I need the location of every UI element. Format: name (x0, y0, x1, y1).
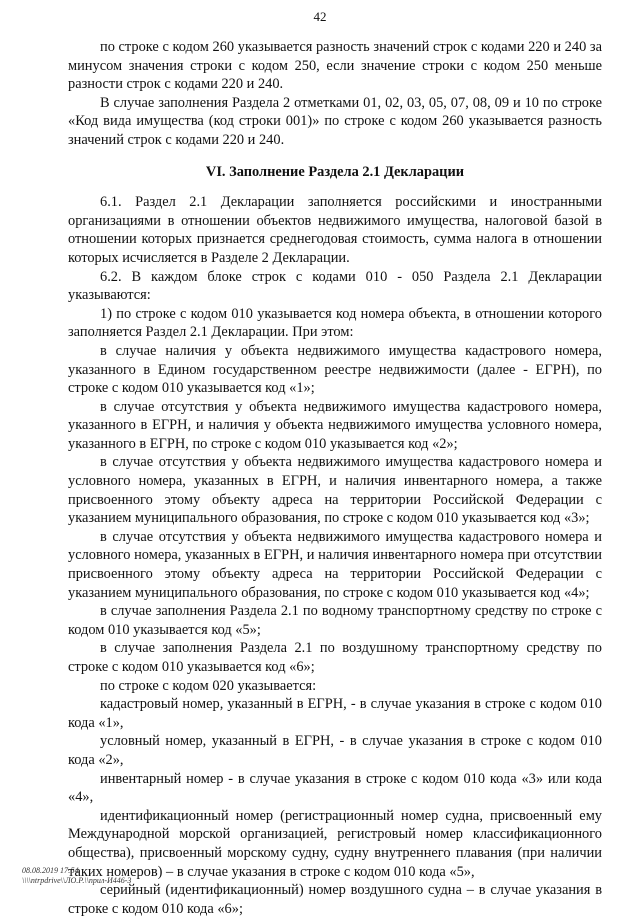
paragraph: 6.1. Раздел 2.1 Декларации заполняется российскими и иностранными организациями в отношении объектов недвижимого имущества, налоговой базой в отношении которых признается среднегодовая стоимость, сумма налога в отношении которых исчисляется в Разделе 2 Декларации. (68, 194, 602, 266)
footer-filepath: \\\\ntrpdrive\\ЛО.Р.\\прил-И446-3 (22, 876, 132, 885)
paragraph: серийный (идентификационный) номер воздушного судна – в случае указания в строке с кодом 010 кода «6»; (68, 882, 602, 917)
paragraph: инвентарный номер - в случае указания в строке с кодом 010 кода «3» или кода «4», (68, 770, 602, 806)
document-body (68, 38, 602, 918)
paragraph: по строке с кодом 020 указывается: (100, 677, 317, 694)
paragraph: в случае отсутствия у объекта недвижимого имущества кадастрового номера, указанного в ЕГРН, и наличия у объекта недвижимого имущества условного номера, указанного в ЕГРН, по строке с кодом 010 указывается код «2»; (68, 398, 602, 452)
paragraph: в случае наличия у объекта недвижимого имущества кадастрового номера, указанного в Едином государственном реестре недвижимости (далее - ЕГРН), по строке с кодом 010 указывается код «1»; (68, 342, 602, 397)
paragraph: идентификационный номер (регистрационный номер судна, присвоенный ему Международной морской организацией, регистровый номер классификационного общества), присвоенный морскому судну, судну внутреннего плавания (при наличии таких номеров) – в случае указания в строке с кодом 010 кода «5», (68, 807, 602, 880)
section-heading: VI. Заполнение Раздела 2.1 Декларации (205, 163, 465, 180)
paragraph: условный номер, указанный в ЕГРН, - в случае указания в строке с кодом 010 кода «2», (68, 733, 602, 768)
paragraph: 6.2. В каждом блоке строк с кодами 010 - 050 Раздела 2.1 Декларации указываются: (68, 268, 602, 304)
paragraph: кадастровый номер, указанный в ЕГРН, - в случае указания в строке с кодом 010 кода «1», (68, 696, 602, 731)
paragraph: 1) по строке с кодом 010 указывается код номера объекта, в отношении которого заполняется Раздел 2.1 Декларации. При этом: (68, 305, 602, 341)
paragraph: в случае заполнения Раздела 2.1 по водному транспортному средству по строке с кодом 010 указывается код «5»; (68, 603, 602, 638)
paragraph: в случае отсутствия у объекта недвижимого имущества кадастрового номера и условного номера, указанных в ЕГРН, и наличия инвентарного номера, а также присвоенного этому объекту адреса на территории Российской Федерации с указанием муниципального образования, по строке с кодом 010 указывается код «3»; (68, 454, 602, 527)
paragraph: в случае отсутствия у объекта недвижимого имущества кадастрового номера и условного номера, указанных в ЕГРН, и наличия инвентарного номера при отсутствии присвоенного этому объекту адреса на территории Российской Федерации с указанием муниципального образования, по строке с кодом 010 указывается код «4»; (68, 528, 602, 601)
footer-timestamp: 08.08.2019 17:54 (22, 866, 79, 875)
paragraph: В случае заполнения Раздела 2 отметками 01, 02, 03, 05, 07, 08, 09 и 10 по строке «Код вида имущества (код строки 001)» по строке с кодом 260 указывается разность значений строк с кодами 220 и 240. (68, 94, 602, 148)
document-footer (22, 866, 131, 886)
paragraph: в случае заполнения Раздела 2.1 по воздушному транспортному средству по строке с кодом 010 указывается код «6»; (68, 640, 602, 675)
page-number: 42 (313, 9, 327, 24)
paragraph: по строке с кодом 260 указывается разность значений строк с кодами 220 и 240 за минусом значения строки с кодом 250, если значение строки с кодом 250 меньше разности строк с кодами 220 и 240. (68, 39, 602, 93)
